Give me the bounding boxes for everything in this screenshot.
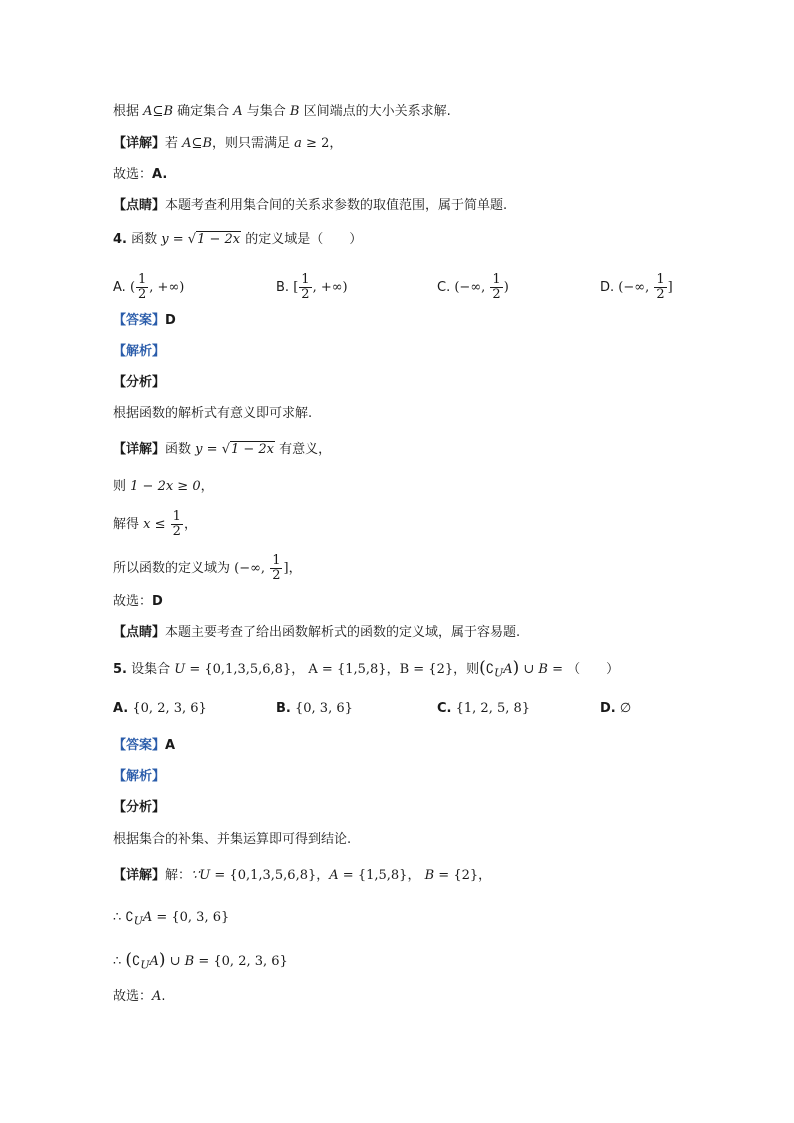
math-var: B bbox=[202, 136, 213, 151]
step-line bbox=[113, 554, 302, 583]
answer-tag: 【答案】 bbox=[113, 738, 166, 753]
text: ， bbox=[329, 136, 343, 151]
answer-value: A. bbox=[152, 167, 168, 182]
text: 根据函数的解析式有意义即可求解. bbox=[113, 406, 313, 421]
math-expr: , +∞) bbox=[312, 280, 348, 295]
math-expr: = {0, 3, 6} bbox=[152, 910, 230, 925]
math-expr: = {1,5,8} bbox=[317, 662, 387, 677]
text: 故选： bbox=[113, 594, 153, 609]
comment-line bbox=[113, 196, 507, 216]
math-symbol: = bbox=[202, 442, 222, 457]
option-label: C. bbox=[437, 701, 452, 716]
math-var: A bbox=[503, 662, 513, 677]
option-label: A. bbox=[113, 701, 129, 716]
math-var: B bbox=[424, 868, 435, 883]
option-label: D. bbox=[600, 280, 615, 295]
math-symbol: ≤ bbox=[150, 517, 170, 532]
option-a bbox=[113, 699, 207, 719]
option-value: ∅ bbox=[619, 701, 632, 716]
option-label: C. bbox=[437, 280, 451, 295]
fenxi-line bbox=[113, 798, 165, 818]
math-var: A bbox=[308, 662, 318, 677]
option-value: {1, 2, 5, 8} bbox=[455, 701, 531, 716]
comment-line bbox=[113, 623, 520, 643]
math-expr: = {1,5,8} bbox=[338, 868, 408, 883]
math-var: y bbox=[195, 442, 203, 457]
complement-symbol: ∁ bbox=[485, 662, 495, 677]
math-expr: 1 − 2x ≥ 0 bbox=[130, 479, 201, 494]
math-var: B bbox=[184, 954, 195, 969]
text: ， bbox=[407, 868, 421, 883]
text: 根据 bbox=[113, 104, 144, 119]
option-b bbox=[276, 273, 348, 302]
detail-line bbox=[113, 866, 491, 886]
text: 有意义， bbox=[275, 442, 332, 457]
numerator: 1 bbox=[138, 272, 147, 287]
radicand: 1 − 2x bbox=[230, 442, 275, 457]
text: 所以函数的定义域为 bbox=[113, 561, 235, 576]
math-expr: , +∞) bbox=[149, 280, 185, 295]
section-tag: 【分析】 bbox=[113, 375, 166, 390]
text: 若 bbox=[165, 136, 183, 151]
answer-value: D bbox=[165, 313, 176, 328]
math-expr: = {2} bbox=[434, 868, 479, 883]
option-d bbox=[600, 273, 673, 302]
therefore-symbol: ∴ bbox=[113, 910, 126, 925]
math-expr: ( bbox=[129, 280, 136, 295]
math-var: A bbox=[329, 868, 339, 883]
text: 与集合 bbox=[242, 104, 290, 119]
math-subscript: U bbox=[140, 958, 150, 972]
math-var: B bbox=[399, 662, 410, 677]
text: 故选： bbox=[113, 989, 153, 1004]
detail-line bbox=[113, 440, 331, 460]
math-expr: ] bbox=[283, 561, 289, 576]
fraction bbox=[490, 273, 502, 302]
math-expr: ≥ 2 bbox=[301, 136, 330, 151]
option-c bbox=[437, 273, 509, 302]
step-line bbox=[113, 950, 288, 976]
option-label: D. bbox=[600, 701, 616, 716]
math-var: A bbox=[143, 104, 153, 119]
option-value: {0, 2, 3, 6} bbox=[132, 701, 207, 716]
step-line bbox=[113, 477, 214, 497]
answer-value: A bbox=[152, 989, 162, 1004]
fenxi-line bbox=[113, 373, 165, 393]
answer-line bbox=[113, 736, 175, 756]
text: 根据集合的补集、并集运算即可得到结论. bbox=[113, 832, 352, 847]
math-expr: (−∞, bbox=[618, 280, 654, 295]
fraction bbox=[171, 510, 183, 539]
jiexi-line bbox=[113, 342, 165, 362]
section-tag: 【详解】 bbox=[113, 868, 166, 883]
fraction bbox=[270, 554, 282, 583]
sqrt-expr: √1 − 2x bbox=[221, 442, 275, 457]
math-var: A bbox=[182, 136, 192, 151]
math-var: A bbox=[149, 954, 159, 969]
math-expr: (−∞, bbox=[234, 561, 270, 576]
math-var: A bbox=[142, 910, 153, 925]
section-tag: 【分析】 bbox=[113, 800, 166, 815]
math-var: B bbox=[289, 104, 300, 119]
therefore-symbol: ∴ bbox=[113, 954, 126, 969]
text: 本题考查利用集合间的关系求参数的取值范围，属于简单题. bbox=[165, 198, 508, 213]
text: ， bbox=[316, 868, 330, 883]
math-var: B bbox=[538, 662, 548, 677]
option-a bbox=[113, 273, 184, 302]
analysis-line bbox=[113, 102, 451, 122]
jiexi-line bbox=[113, 767, 165, 787]
section-tag: 【点睛】 bbox=[113, 625, 166, 640]
answer-line bbox=[113, 311, 176, 331]
option-b bbox=[276, 699, 353, 719]
text: ， bbox=[386, 662, 400, 677]
answer-tag: 【答案】 bbox=[113, 313, 166, 328]
radicand: 1 − 2x bbox=[197, 232, 241, 247]
text: 解得 bbox=[113, 517, 144, 532]
math-expr: = {0,1,3,5,6,8} bbox=[185, 662, 292, 677]
text: ， bbox=[183, 517, 197, 532]
section-tag: 【解析】 bbox=[113, 769, 166, 784]
math-symbol: ∪ bbox=[519, 662, 539, 677]
math-paren: ( bbox=[125, 950, 133, 970]
option-label: B. bbox=[276, 280, 290, 295]
math-var: ∵U bbox=[191, 868, 211, 883]
detail-line bbox=[113, 134, 342, 154]
math-expr: = {0,1,3,5,6,8} bbox=[210, 868, 317, 883]
option-label: A. bbox=[113, 280, 126, 295]
section-tag: 【解析】 bbox=[113, 344, 166, 359]
math-var: a bbox=[294, 136, 302, 151]
section-tag: 【详解】 bbox=[113, 136, 166, 151]
fraction bbox=[299, 273, 311, 302]
step-line bbox=[113, 908, 229, 932]
option-value: {0, 3, 6} bbox=[295, 701, 353, 716]
text: ， bbox=[200, 479, 214, 494]
math-expr: ) bbox=[503, 280, 509, 295]
answer-value: D bbox=[152, 594, 163, 609]
math-expr: ] bbox=[667, 280, 673, 295]
question-number: 4. bbox=[113, 232, 127, 247]
math-subscript: U bbox=[494, 666, 504, 680]
complement-symbol: ∁ bbox=[132, 954, 141, 969]
text: 函数 bbox=[131, 232, 162, 247]
answer-value: A bbox=[165, 738, 176, 753]
text: 故选： bbox=[113, 167, 153, 182]
math-var: y bbox=[161, 232, 169, 247]
section-tag: 【详解】 bbox=[113, 442, 166, 457]
text: 的定义域是（ ） bbox=[241, 232, 363, 247]
text: 函数 bbox=[165, 442, 196, 457]
text: ， bbox=[478, 868, 492, 883]
text: 确定集合 bbox=[173, 104, 234, 119]
text: 本题主要考查了给出函数解析式的函数的定义域，属于容易题. bbox=[165, 625, 521, 640]
math-symbol: ⊆ bbox=[191, 136, 203, 151]
option-d bbox=[600, 699, 631, 719]
text: = （ ） bbox=[547, 662, 620, 677]
text: 解： bbox=[165, 868, 192, 883]
numerator: 1 bbox=[656, 272, 665, 287]
math-paren: ) bbox=[158, 950, 166, 970]
section-tag: 【点睛】 bbox=[113, 198, 166, 213]
fenxi-text bbox=[113, 830, 351, 850]
math-paren: ) bbox=[512, 658, 520, 678]
math-var: B bbox=[163, 104, 173, 119]
text: ，则 bbox=[453, 662, 480, 677]
math-subscript: U bbox=[133, 914, 143, 928]
math-symbol: ⊆ bbox=[152, 104, 164, 119]
text: 设集合 bbox=[131, 662, 175, 677]
denominator: 2 bbox=[172, 524, 181, 539]
math-var: x bbox=[143, 517, 151, 532]
math-expr: = {2} bbox=[409, 662, 454, 677]
math-expr: [ bbox=[293, 280, 299, 295]
text: 则 bbox=[113, 479, 131, 494]
math-symbol: = bbox=[168, 232, 188, 247]
math-paren: ( bbox=[479, 658, 486, 678]
choice-line bbox=[113, 592, 163, 612]
complement-symbol: ∁ bbox=[125, 910, 134, 925]
text: ， bbox=[291, 662, 305, 677]
numerator: 1 bbox=[301, 272, 310, 287]
fraction bbox=[136, 273, 148, 302]
text: ， bbox=[288, 561, 302, 576]
option-c bbox=[437, 699, 530, 719]
text: ，则只需满足 bbox=[212, 136, 295, 151]
question-5 bbox=[113, 658, 619, 684]
text: . bbox=[161, 989, 166, 1004]
sqrt-expr: √1 − 2x bbox=[187, 232, 241, 247]
question-number: 5. bbox=[113, 662, 127, 677]
text: 区间端点的大小关系求解. bbox=[299, 104, 451, 119]
math-var: U bbox=[174, 662, 186, 677]
question-4 bbox=[113, 230, 362, 250]
denominator: 2 bbox=[492, 287, 501, 302]
denominator: 2 bbox=[656, 287, 665, 302]
step-line bbox=[113, 510, 197, 539]
fraction bbox=[654, 273, 666, 302]
denominator: 2 bbox=[138, 287, 147, 302]
denominator: 2 bbox=[301, 287, 310, 302]
option-label: B. bbox=[276, 701, 291, 716]
math-symbol: ∪ bbox=[165, 954, 185, 969]
fenxi-text bbox=[113, 404, 312, 424]
math-expr: (−∞, bbox=[454, 280, 490, 295]
math-var: A bbox=[233, 104, 243, 119]
numerator: 1 bbox=[492, 272, 501, 287]
denominator: 2 bbox=[272, 568, 281, 583]
choice-line bbox=[113, 165, 167, 185]
numerator: 1 bbox=[272, 553, 281, 568]
numerator: 1 bbox=[172, 509, 181, 524]
math-expr: = {0, 2, 3, 6} bbox=[194, 954, 288, 969]
choice-line bbox=[113, 987, 166, 1007]
